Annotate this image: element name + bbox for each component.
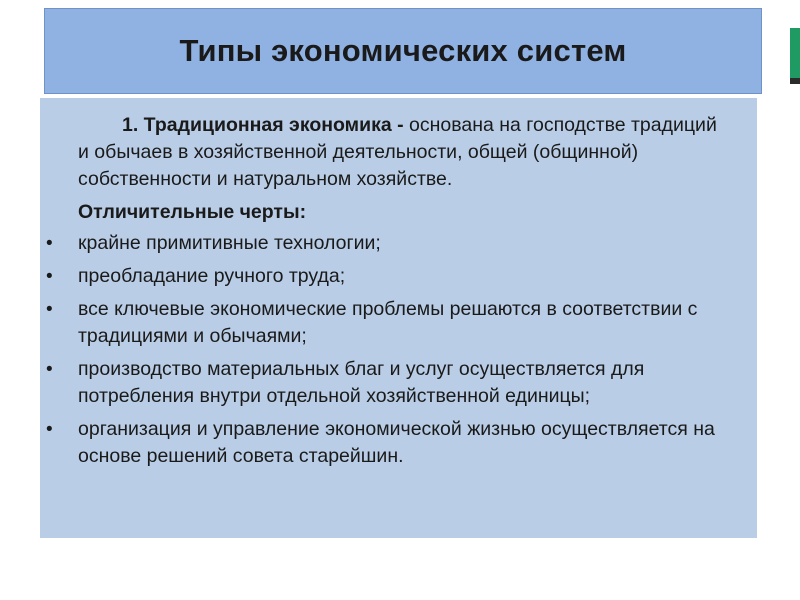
- bullet-icon: •: [46, 299, 53, 320]
- intro-paragraph: [78, 112, 727, 193]
- bullet-icon: •: [46, 359, 53, 380]
- intro-lead: 1. Традиционная экономика -: [122, 114, 404, 136]
- list-item: [46, 296, 727, 350]
- edge-accent-mark: [790, 22, 800, 92]
- features-heading: Отличительные черты:: [78, 201, 307, 223]
- list-item: [46, 230, 727, 257]
- list-item: [46, 263, 727, 290]
- content-panel: [40, 98, 757, 538]
- list-item: [46, 416, 727, 470]
- intro-text: основана на господстве традиций и обычаев в хозяйственной деятельности, общей (общинной) собственности и натуральном хозяйстве.: [78, 114, 717, 190]
- feature-text: преобладание ручного труда;: [78, 265, 346, 287]
- feature-list: [46, 230, 727, 470]
- slide-title: Типы экономических систем: [179, 33, 627, 68]
- bullet-icon: •: [46, 419, 53, 440]
- bullet-icon: •: [46, 233, 53, 254]
- title-banner: [44, 8, 762, 94]
- bullet-icon: •: [46, 266, 53, 287]
- feature-text: организация и управление экономической жизнью осуществляется на основе решений совета старейшин.: [78, 418, 715, 467]
- list-item: [46, 356, 727, 410]
- feature-text: все ключевые экономические проблемы решаются в соответствии с традициями и обычаями;: [78, 298, 698, 347]
- feature-text: крайне примитивные технологии;: [78, 232, 381, 254]
- feature-text: производство материальных благ и услуг осуществляется для потребления внутри отдельной хозяйственной единицы;: [78, 358, 645, 407]
